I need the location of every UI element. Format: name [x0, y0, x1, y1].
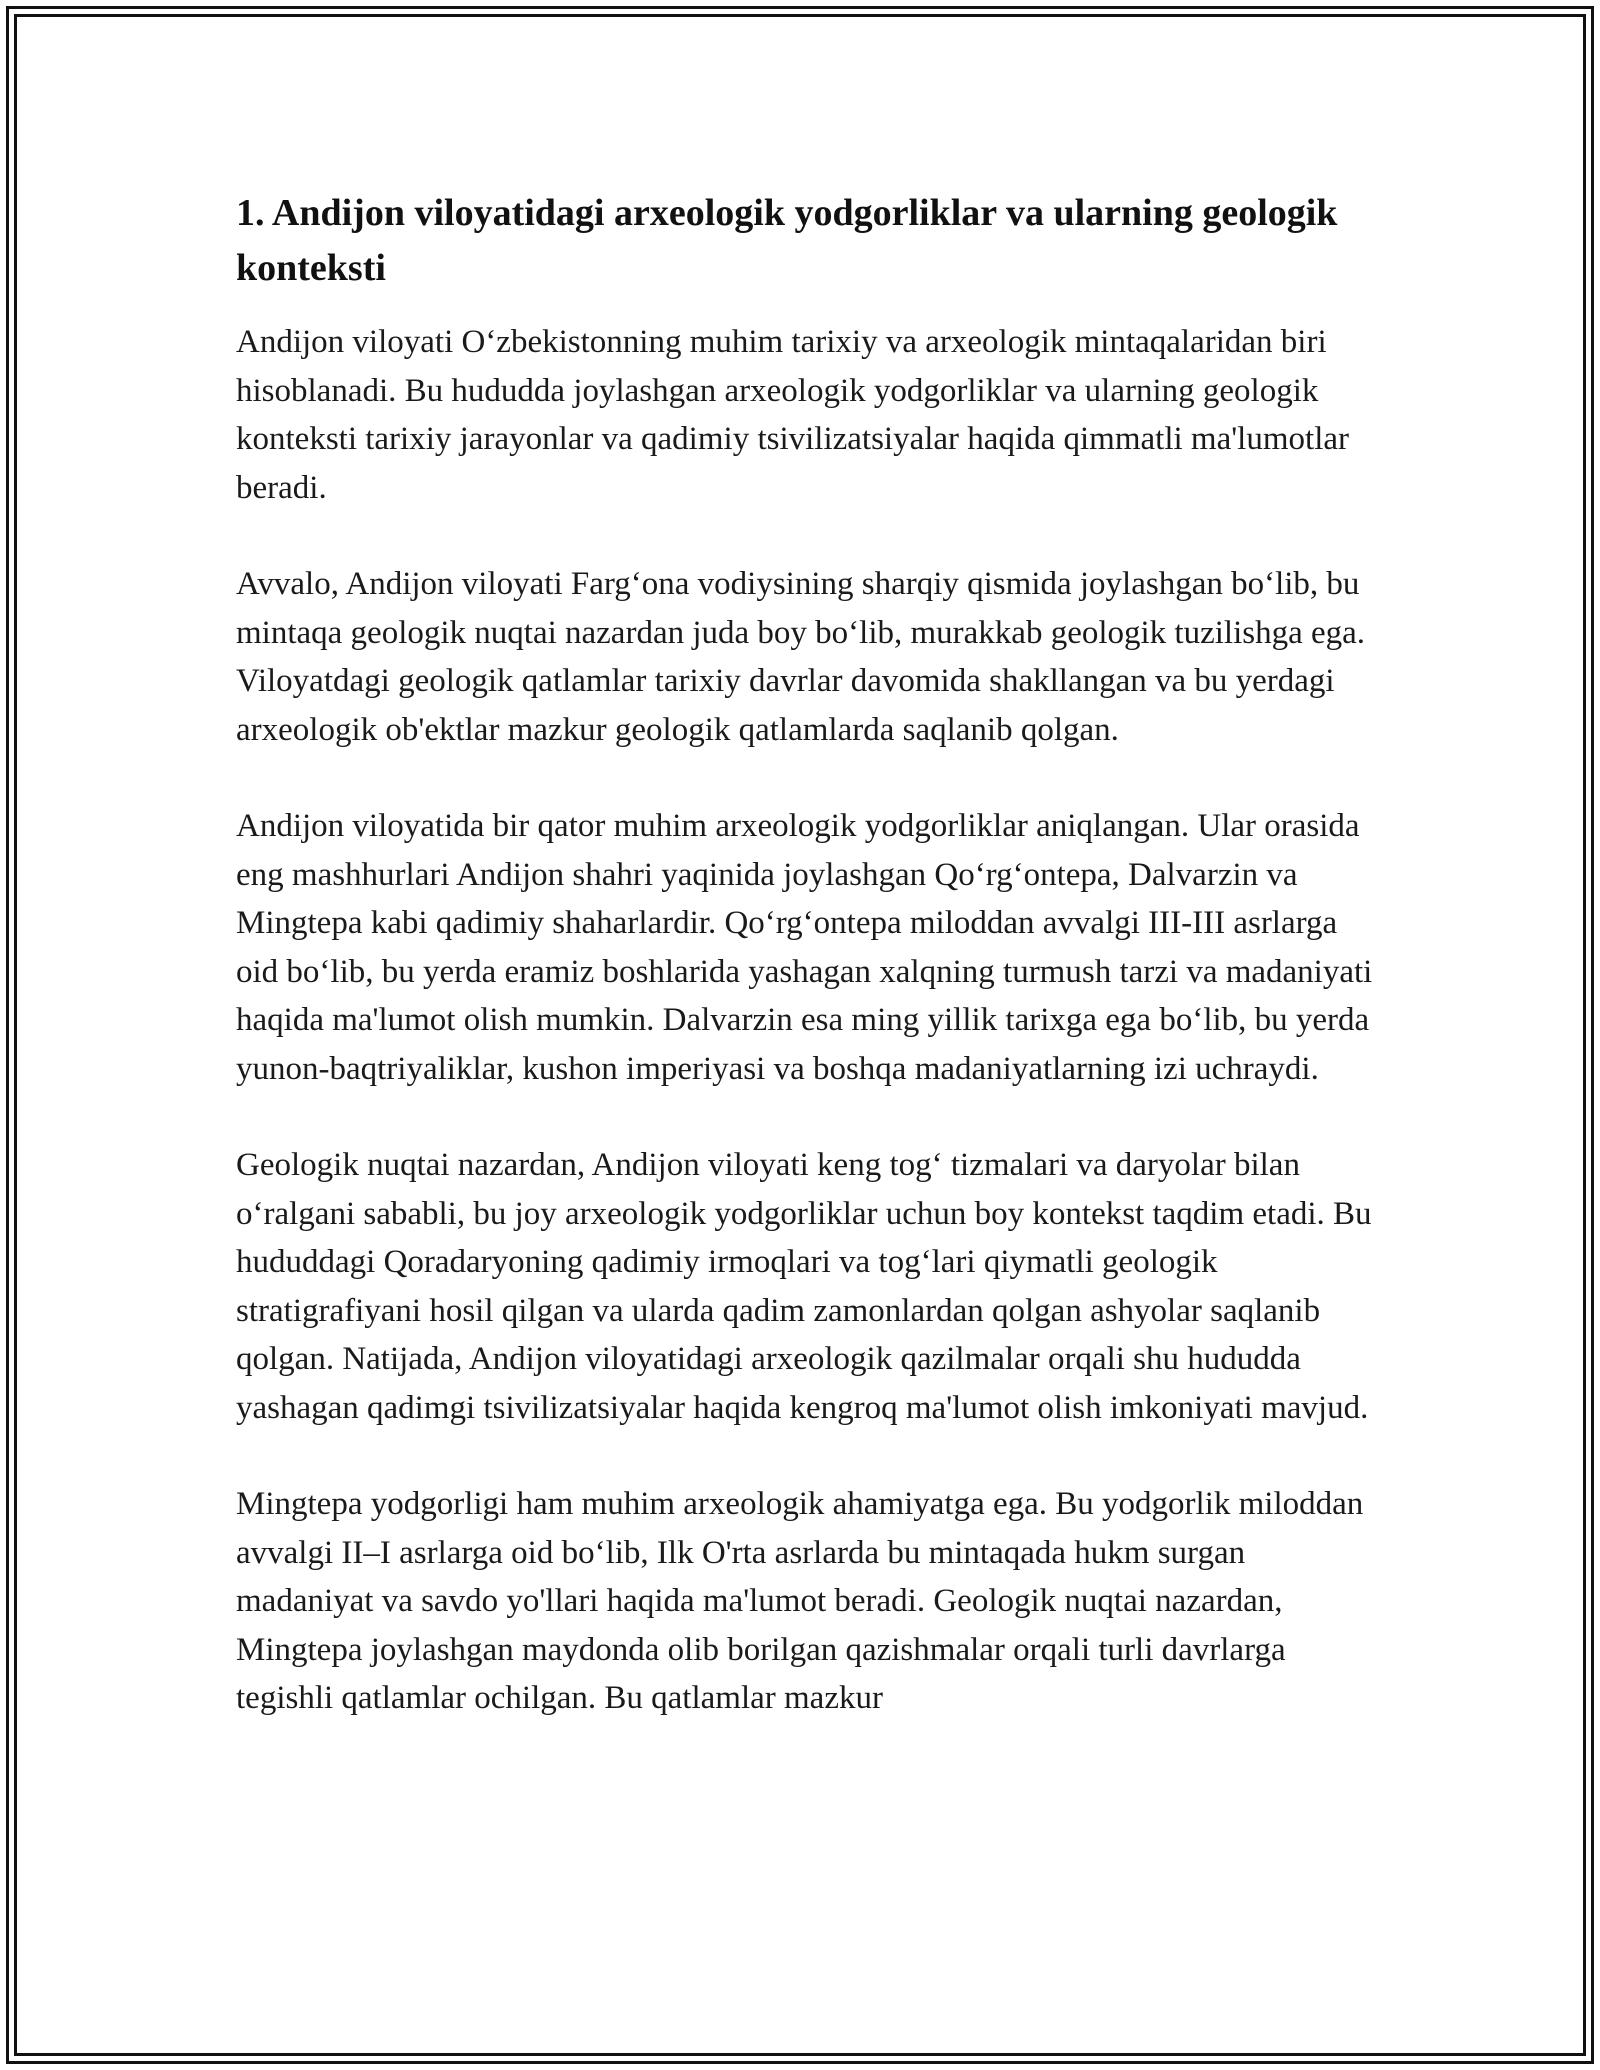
- paragraph-intro: Andijon viloyati O‘zbekistonning muhim tarixiy va arxeologik mintaqalaridan biri hisoblanadi. Bu hududda joylashgan arxeologik yodgorliklar va ularning geologik konteksti tarixiy jarayonlar va qadimiy tsivilizatsiyalar haqida qimmatli ma'lumotlar beradi.: [236, 324, 1349, 506]
- paragraph-geology: Geologik nuqtai nazardan, Andijon viloyati keng tog‘ tizmalari va daryolar bilan o‘ralgani sababli, bu joy arxeologik yodgorliklar uchun boy kontekst taqdim etadi. Bu hududdagi Qoradaryoning qadimiy irmoqlari va tog‘lari qiymatli geologik stratigrafiyani hosil qilgan va ularda qadim zamonlardan qolgan ashyolar saqlanib qolgan. Natijada, Andijon viloyatidagi arxeologik qazilmalar orqali shu hududda yashagan qadimgi tsivilizatsiyalar haqida kengroq ma'lumot olish imkoniyati mavjud.: [236, 1147, 1372, 1426]
- document-page: [236, 186, 1376, 1771]
- section-heading: 1. Andijon viloyatidagi arxeologik yodgorliklar va ularning geologik konteksti: [236, 192, 1338, 289]
- paragraph-monuments: Andijon viloyatida bir qator muhim arxeologik yodgorliklar aniqlangan. Ular orasida eng mashhurlari Andijon shahri yaqinida joylashgan Qo‘rg‘ontepa, Dalvarzin va Mingtepa kabi qadimiy shaharlardir. Qo‘rg‘ontepa miloddan avvalgi III-III asrlarga oid bo‘lib, bu yerda eramiz boshlarida yashagan xalqning turmush tarzi va madaniyati haqida ma'lumot olish mumkin. Dalvarzin esa ming yillik tarixga ega bo‘lib, bu yerda yunon-baqtriyaliklar, kushon imperiyasi va boshqa madaniyatlarning izi uchraydi.: [236, 808, 1373, 1087]
- paragraph-geography: Avvalo, Andijon viloyati Farg‘ona vodiysining sharqiy qismida joylashgan bo‘lib, bu mintaqa geologik nuqtai nazardan juda boy bo‘lib, murakkab geologik tuzilishga ega. Viloyatdagi geologik qatlamlar tarixiy davrlar davomida shakllangan va bu yerdagi arxeologik ob'ektlar mazkur geologik qatlamlarda saqlanib qolgan.: [236, 566, 1366, 748]
- paragraph-mingtepa: Mingtepa yodgorligi ham muhim arxeologik ahamiyatga ega. Bu yodgorlik miloddan avvalgi II–I asrlarga oid bo‘lib, Ilk O'rta asrlarda bu mintaqada hukm surgan madaniyat va savdo yo'llari haqida ma'lumot beradi. Geologik nuqtai nazardan, Mingtepa joylashgan maydonda olib borilgan qazishmalar orqali turli davrlarga tegishli qatlamlar ochilgan. Bu qatlamlar mazkur: [236, 1486, 1364, 1716]
